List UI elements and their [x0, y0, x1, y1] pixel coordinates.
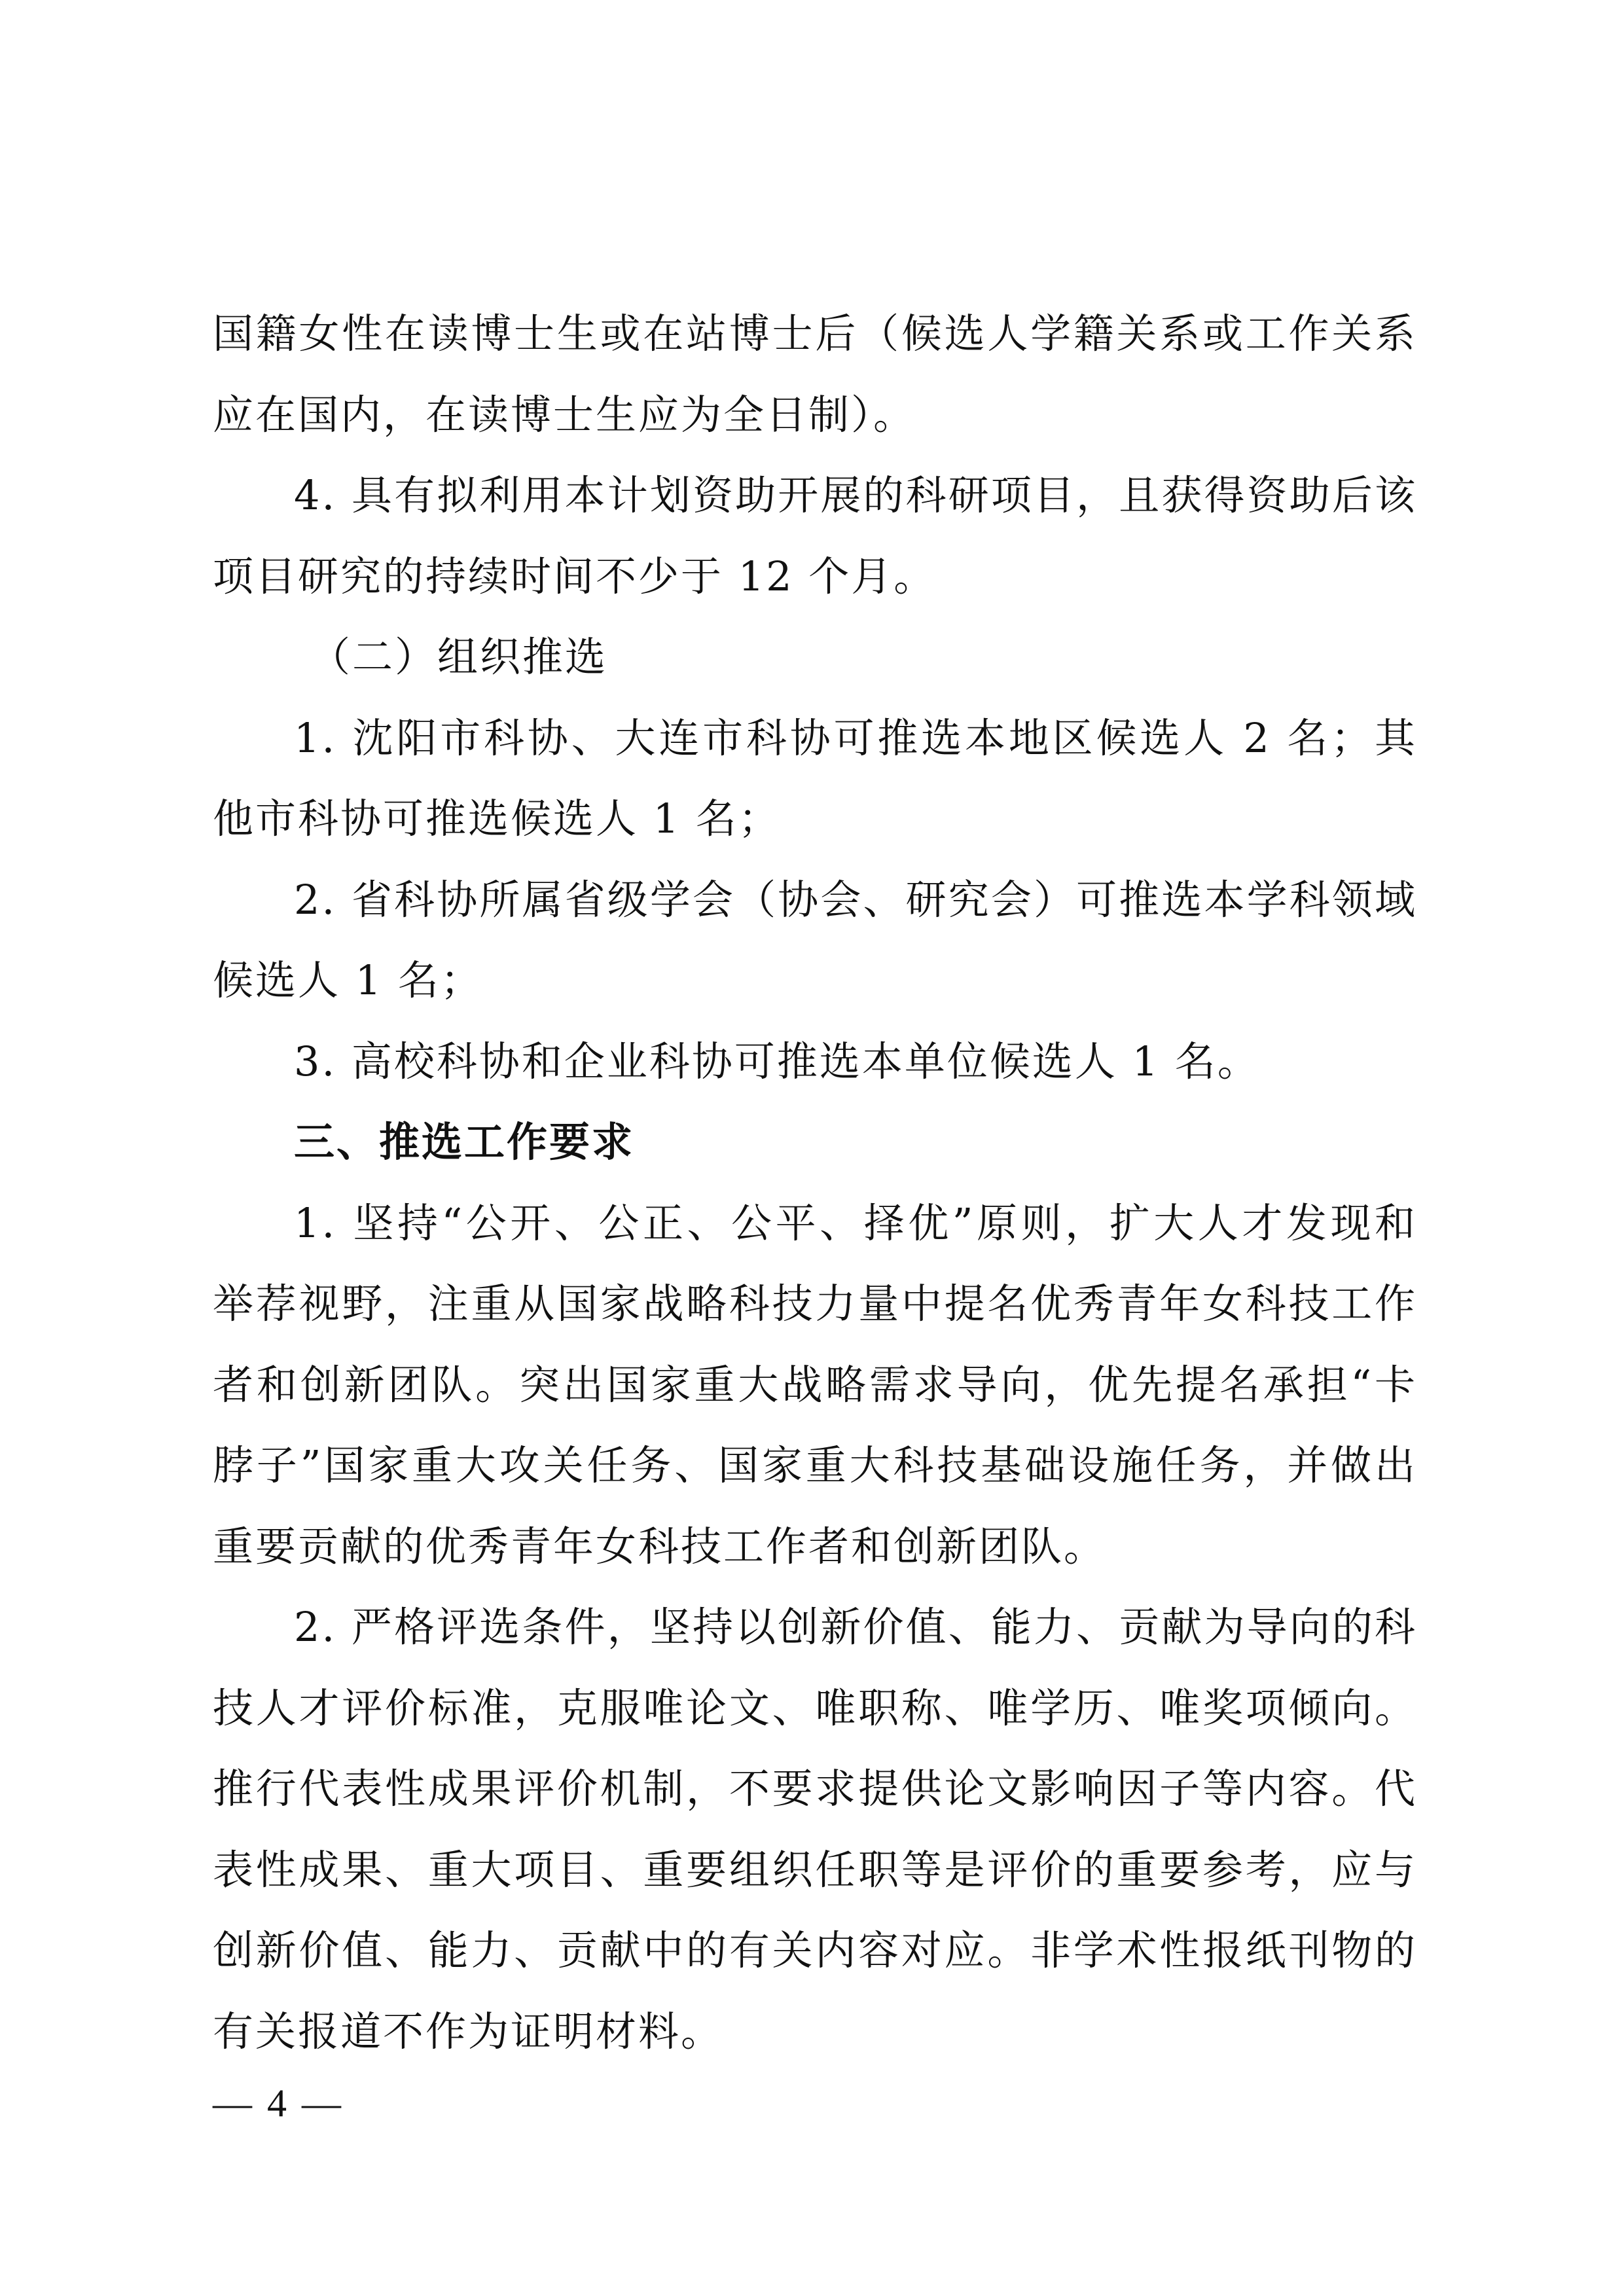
document-body — [213, 293, 1417, 2072]
section-heading: 三、推选工作要求 — [294, 1118, 635, 1166]
paragraph-requirement-2: 2. 严格评选条件，坚持以创新价值、能力、贡献为导向的科技人才评价标准，克服唯论文、唯职称、唯学历、唯奖项倾向。推行代表性成果评价机制，不要求提供论文影响因子等内容。代表性成果、重大项目、重要组织任职等是评价的重要参考，应与创新价值、能力、贡献中的有关内容对应。非学术性报纸刊物的有关报道不作为证明材料。 — [213, 1603, 1417, 2055]
paragraph-continuation: 国籍女性在读博士生或在站博士后（候选人学籍关系或工作关系应在国内，在读博士生应为全日制）。 — [213, 310, 1417, 439]
paragraph-requirement-1: 1. 坚持“公开、公正、公平、择优”原则，扩大人才发现和举荐视野，注重从国家战略科技力量中提名优秀青年女科技工作者和创新团队。突出国家重大战略需求导向，优先提名承担“卡脖子”国家重大攻关任务、国家重大科技基础设施任务，并做出重要贡献的优秀青年女科技工作者和创新团队。 — [213, 1199, 1417, 1570]
paragraph-item-1: 1. 沈阳市科协、大连市科协可推选本地区候选人 2 名；其他市科协可推选候选人 1 名； — [213, 713, 1417, 842]
paragraph-item-3: 3. 高校科协和企业科协可推选本单位候选人 1 名。 — [294, 1037, 1260, 1085]
paragraph-item-2: 2. 省科协所属省级学会（协会、研究会）可推选本学科领域候选人 1 名； — [213, 875, 1417, 1004]
section-subheading: （二）组织推选 — [310, 633, 608, 681]
paragraph-item-4: 4. 具有拟利用本计划资助开展的科研项目，且获得资助后该项目研究的持续时间不少于 12 个月。 — [213, 471, 1417, 600]
page-number: — 4 — — [213, 2082, 344, 2125]
